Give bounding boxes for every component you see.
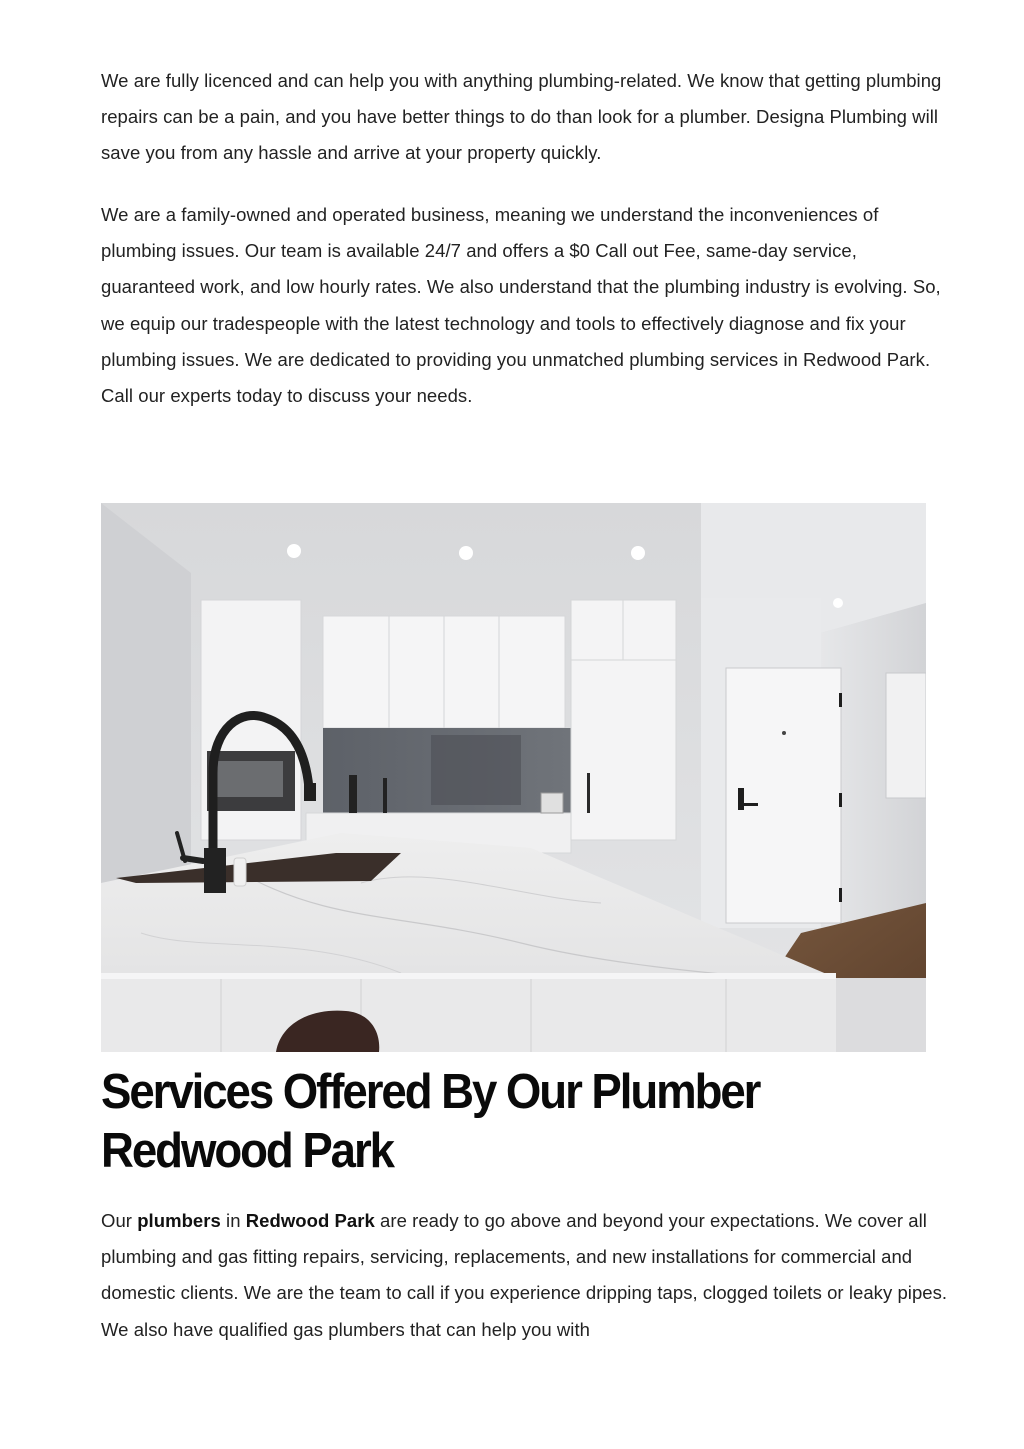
family-business-paragraph: We are a family-owned and operated business, meaning we understand the inconveniences of plumbing issues. Our team is available 24/7 and offers a $0 Call out Fee, same-day service, guaranteed work, and low hourly rates. We also understand that the plumbing industry is evolving. So, we equip our tradespeople with the latest technology and tools to effectively diagnose and fix your plumbing issues. We are dedicated to providing you unmatched plumbing services in Redwood Park. Call our experts today to discuss your needs. [101,204,941,407]
plumbers-bold-text: plumbers [137,1210,221,1231]
services-text-mid: in [220,1210,246,1231]
redwood-park-bold-text: Redwood Park [245,1210,375,1231]
services-paragraph [101,1203,951,1348]
services-text-prefix: Our [101,1210,138,1231]
intro-paragraph: We are fully licenced and can help you with anything plumbing-related. We know that getting plumbing repairs can be a pain, and you have better things to do than look for a plumber. Designa Plumbing will save you from any hassle and arrive at your property quickly. [101,70,942,164]
services-heading: Services Offered By Our Plumber Redwood Park [101,1065,760,1178]
kitchen-photo [101,503,926,1052]
services-text-rest: are ready to go above and beyond your expectations. We cover all plumbing and gas fitting repairs, servicing, replacements, and new installations for commercial and domestic clients. We are the team to call if you experience dripping taps, clogged toilets or leaky pipes. We also have qualified gas plumbers that can help you with [101,1210,948,1340]
